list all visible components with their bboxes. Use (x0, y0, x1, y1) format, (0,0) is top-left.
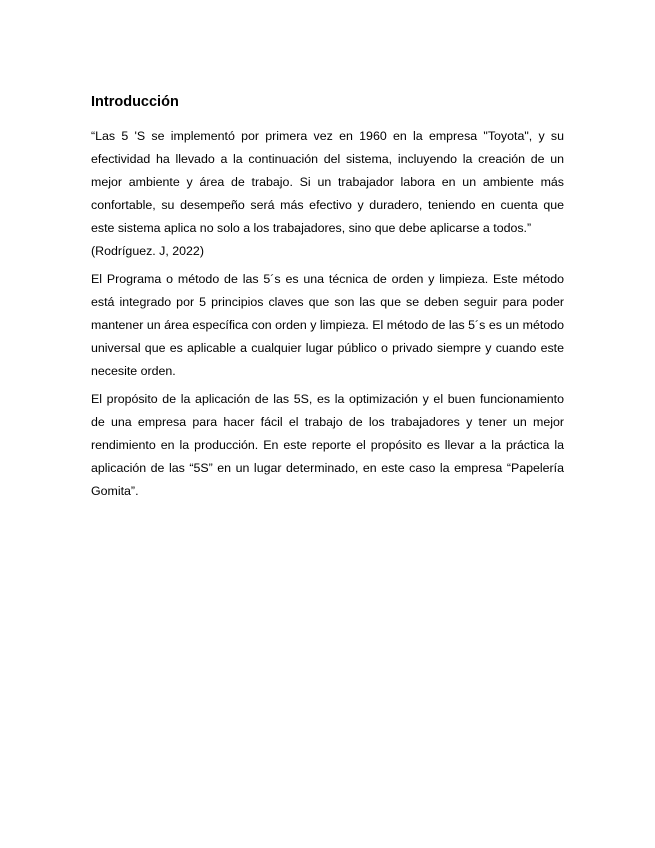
paragraph-purpose: El propósito de la aplicación de las 5S, es la optimización y el buen funcionamiento de una empresa para hacer fácil el trabajo de los trabajadores y tener un mejor rendimiento en la producción. En este reporte el propósito es llevar a la práctica la aplicación de las “5S” en un lugar determinado, en este caso la empresa “Papelería Gomita”. (91, 392, 564, 498)
quote-text: “Las 5 'S se implementó por primera vez en 1960 en la empresa "Toyota", y su efectividad ha llevado a la continuación del sistema, incluyendo la creación de un mejor ambiente y área de trabajo. Si un trabajador labora en un ambiente más confortable, su desempeño será más efectivo y duradero, teniendo en cuenta que este sistema aplica no solo a los trabajadores, sino que debe aplicarse a todos.” (91, 129, 564, 235)
paragraph-method: El Programa o método de las 5´s es una técnica de orden y limpieza. Este método está integrado por 5 principios claves que son las que se deben seguir para poder mantener un área específica con orden y limpieza. El método de las 5´s es un método universal que es aplicable a cualquier lugar público o privado siempre y cuando este necesite orden. (91, 272, 564, 378)
paragraph-quote (91, 125, 564, 263)
document-body (91, 92, 564, 508)
section-heading: Introducción (91, 94, 179, 110)
quote-citation: (Rodríguez. J, 2022) (91, 244, 204, 258)
